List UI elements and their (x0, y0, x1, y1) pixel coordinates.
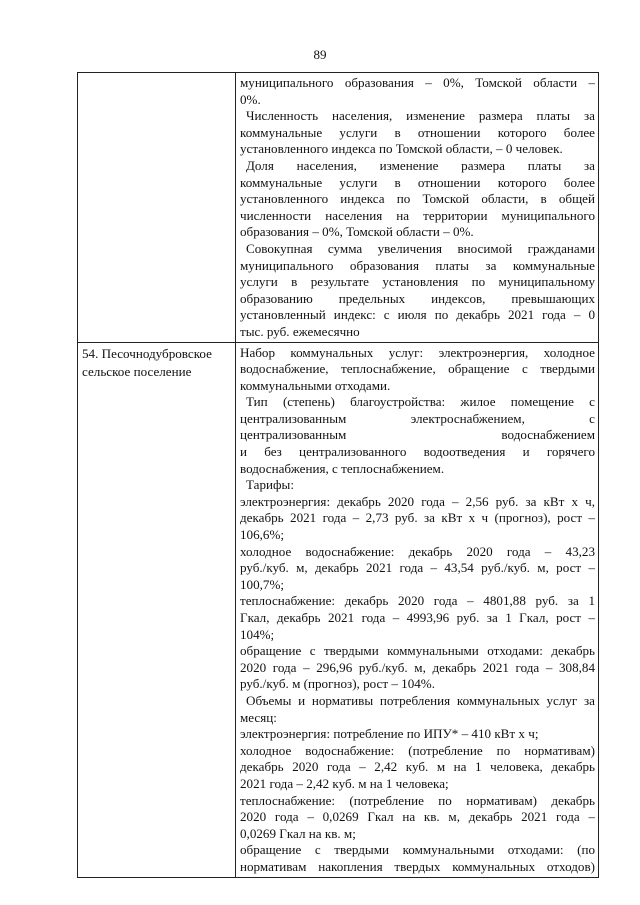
text-line: муниципального образования – 0%, Томской области – (240, 75, 595, 90)
description-text (240, 75, 595, 341)
text-line: установленный индекс: с июля по декабрь 2021 года – 0 (240, 307, 595, 323)
text-line: месяц: (240, 709, 277, 725)
table-cell-right (236, 342, 599, 877)
text-line: Тип (степень) благоустройства: жилое помещение с (246, 394, 595, 410)
text-line: Гкал, декабрь 2021 года – 4993,96 руб. за 1 Гкал, рост – (240, 610, 595, 625)
text-line: 100,7%; (240, 576, 285, 592)
text-line: образованию предельных индексов, превышающих (240, 290, 595, 306)
text-line: Доля населения, изменение размера платы за (246, 157, 595, 173)
settlement-name: 54. Песочнодубровское сельское поселение (82, 345, 212, 379)
table-row (78, 73, 599, 343)
text-line: электроэнергия: декабрь 2020 года – 2,56 руб. за кВт х ч, (240, 493, 595, 509)
text-line: 2021 года – 2,42 куб. м на 1 человека; (240, 775, 449, 791)
text-line: установленного индекса по Томской области, в общей (240, 191, 595, 207)
text-line: электроэнергия: потребление по ИПУ* – 410 кВт х ч; (240, 726, 539, 742)
text-line: обращение с твердыми коммунальными отходами: (по (240, 842, 595, 858)
text-line: теплоснабжение: (потребление по нормативам) декабрь (240, 792, 595, 808)
text-line: тыс. руб. ежемесячно (240, 323, 360, 339)
text-line: образования – 0%, Томской области – 0%. (240, 224, 474, 240)
text-line: декабрь 2020 года – 2,42 куб. м на 1 человека, декабрь (240, 759, 595, 775)
page-number: 89 (313, 47, 327, 62)
text-line: теплоснабжение: декабрь 2020 года – 4801,88 руб. за 1 (240, 593, 595, 609)
table-row (78, 342, 599, 877)
text-line: 104%; (240, 626, 275, 642)
text-line: 0,0269 Гкал на кв. м; (240, 825, 356, 841)
text-line: централизованным водоснабжением (240, 427, 595, 443)
text-line: коммунальными отходами. (240, 377, 391, 393)
text-line: Тарифы: (246, 477, 294, 493)
text-line: Совокупная сумма увеличения вносимой гражданами (246, 240, 595, 256)
text-line: 106,6%; (240, 527, 285, 543)
text-line: обращение с твердыми коммунальными отходами: декабрь (240, 643, 595, 659)
text-line: 2020 года – 296,96 руб./куб. м, декабрь 2021 года – 308,84 (240, 659, 595, 675)
table-cell-right (236, 73, 599, 343)
text-line: централизованным электроснабжением, с (240, 410, 595, 426)
text-line: водоснабжения, с теплоснабжением. (240, 460, 445, 476)
text-line: Набор коммунальных услуг: электроэнергия, холодное (240, 344, 595, 360)
text-line: нормативам накопления твердых коммунальных отходов) (240, 858, 595, 874)
text-line: холодное водоснабжение: декабрь 2020 года – 43,23 (240, 543, 595, 559)
document-table (77, 72, 599, 878)
text-line: водоснабжение, теплоснабжение, обращение с твердыми (240, 361, 595, 377)
text-line: услуги в результате установления по муниципальному (240, 274, 595, 290)
table-cell-left (78, 73, 236, 343)
text-line: и без централизованного водоотведения и горячего (240, 444, 595, 460)
text-line: Численность населения, изменение размера платы за (246, 108, 595, 124)
text-line: установленного индекса по Томской области, – 0 человек. (240, 141, 563, 157)
text-line: 2020 года – 0,0269 Гкал на кв. м, декабрь 2021 года – (240, 809, 595, 825)
text-line: коммунальные услуги в отношении которого более (240, 174, 595, 190)
table-cell-left (78, 342, 236, 877)
text-line: муниципального образования платы за коммунальные (240, 257, 595, 273)
text-line: декабрь 2021 года – 2,73 руб. за кВт х ч (прогноз), рост – (240, 510, 595, 526)
text-line: численности населения на территории муниципального (240, 207, 595, 223)
text-line: руб./куб. м, декабрь 2021 года – 43,54 руб./куб. м, рост – (240, 560, 595, 576)
text-line: 0%. (240, 91, 261, 107)
text-line: руб./куб. м (прогноз), рост – 104%. (240, 676, 435, 692)
text-line: Объемы и нормативы потребления коммунальных услуг за (246, 692, 595, 708)
description-text (240, 345, 595, 876)
text-line: коммунальные услуги в отношении которого более (240, 124, 595, 140)
text-line: холодное водоснабжение: (потребление по нормативам) (240, 742, 595, 758)
